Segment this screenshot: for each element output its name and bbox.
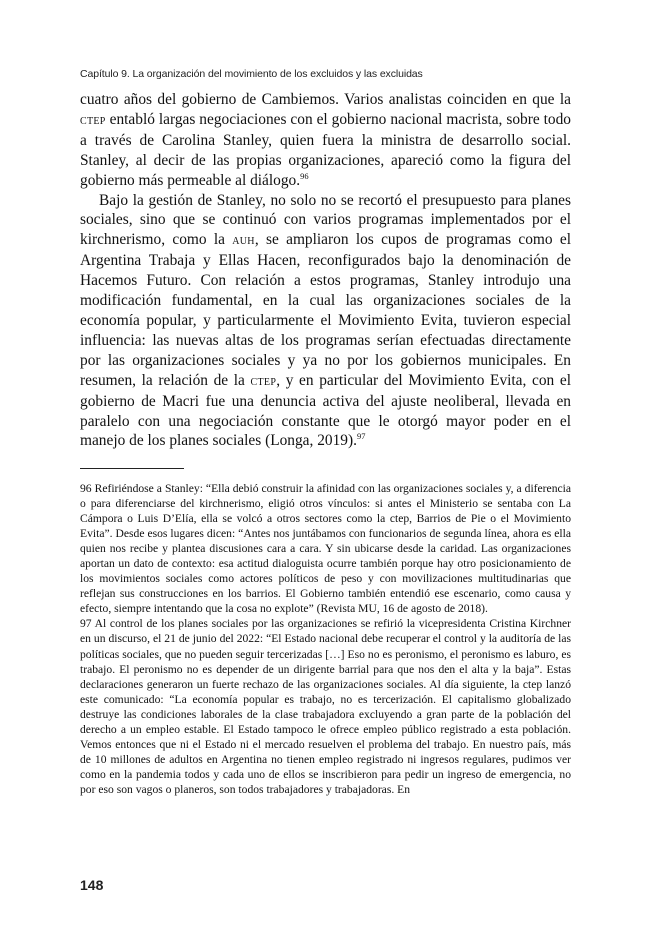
paragraph-1-text-a: cuatro años del gobierno de Cambiemos. Varios analistas coinciden en que la (80, 91, 571, 108)
ctep-acronym: ctep (80, 111, 106, 128)
paragraph-2-text-a: Bajo la gestión de Stanley, no solo no se recortó el presupuesto para planes sociales, sino que se continuó con varios programas implementados por el kirchnerismo, como la (80, 191, 571, 249)
paragraph-2-text-c: , y en particular del Movimiento Evita, con el gobierno de Macri fue una denuncia activa del ajuste neoliberal, llevada en paralelo con una negociación constante que le otorgó mayor poder en el manejo de los planes sociales (Longa, 2019). (80, 371, 571, 450)
paragraph-2 (80, 191, 571, 452)
footnotes (80, 481, 571, 797)
paragraph-1-text-b: entabló largas negociaciones con el gobierno nacional macrista, sobre todo a través de Carolina Stanley, quien fuera la ministra de desarrollo social. Stanley, al decir de las propias organizaciones, apareció como la figura del gobierno más permeable al diálogo. (80, 110, 571, 189)
page-number: 148 (80, 877, 104, 893)
paragraph-2-text-b: , se ampliaron los cupos de programas como el Argentina Trabaja y Ellas Hacen, reconfigurados bajo la denominación de Hacemos Futuro. Con relación a estos programas, Stanley introdujo una modificación fundamental, en la cual las organizaciones sociales de la economía popular, y particularmente el Movimiento Evita, tuvieron especial influencia: las nuevas altas de los programas serían efectuadas directamente por las organizaciones sociales y ya no por los gobiernos municipales. En resumen, la relación de la (80, 231, 571, 389)
running-header: Capítulo 9. La organización del movimiento de los excluidos y las excluidas (80, 68, 423, 80)
footnote-ref-96[interactable]: 96 (300, 170, 309, 181)
footnote-97: 97 Al control de los planes sociales por las organizaciones se refirió la vicepresidenta Cristina Kirchner en un discurso, el 21 de junio del 2022: “El Estado nacional debe recuperar el control y la auditoría de las políticas sociales, que no pueden seguir tercerizadas […] Eso no es peronismo, el peronismo es laburo, es trabajo. El peronismo no es depender de un dirigente barrial para que nos den el alta y la baja”. Estas declaraciones generaron un fuerte rechazo de las organizaciones sociales. Al día siguiente, la ctep lanzó este comunicado: “La economía popular es trabajo, no es tercerización. El capitalismo globalizado destruye las condiciones laborales de la clase trabajadora excluyendo a gran parte de la población del derecho a un empleo estable. El Estado tampoco le ofrece empleo público registrado a esta población. Vemos entonces que ni el Estado ni el mercado resuelven el problema del trabajo. En nuestro país, más de 10 millones de adultos en Argentina no tienen empleo registrado ni ingresos regulares, pudimos ver como en la pandemia todos y cada uno de ellos se inscribieron para pedir un ingreso de emergencia, no por eso son vagos o planeros, son todos trabajadores y trabajadoras. En (80, 617, 571, 796)
footnote-ref-97[interactable]: 97 (356, 431, 366, 442)
body-text (80, 90, 571, 451)
footnote-96: 96 Refiriéndose a Stanley: “Ella debió construir la afinidad con las organizaciones sociales y, a diferencia o para diferenciarse del kirchnerismo, eligió otros vínculos: si antes el Ministerio se sentaba con La Cámpora o Luis D’Elía, ella se volcó a otros sectores como la ctep, Barrios de Pie o el Movimiento Evita”. Desde esos lugares dicen: “Antes nos juntábamos con funcionarios de segunda línea, ahora es ella quien nos recibe y plantea discusiones cara a cara. Y sin ubicarse desde la caridad. Las organizaciones aportan un dato de contexto: esa actitud dialoguista ocurre también porque hay otro posicionamiento de los movimientos sociales como actores políticos de peso y con movilizaciones multitudinarias que reflejan sus construcciones en los barrios. El Gobierno también entendió ese escenario, como causa y efecto, siempre intentando que la cosa no explote” (Revista MU, 16 de agosto de 2018). (80, 482, 571, 616)
footnote-separator (80, 468, 184, 469)
paragraph-1 (80, 90, 571, 191)
auh-acronym: auh (232, 232, 255, 249)
ctep-acronym: ctep (250, 372, 277, 389)
